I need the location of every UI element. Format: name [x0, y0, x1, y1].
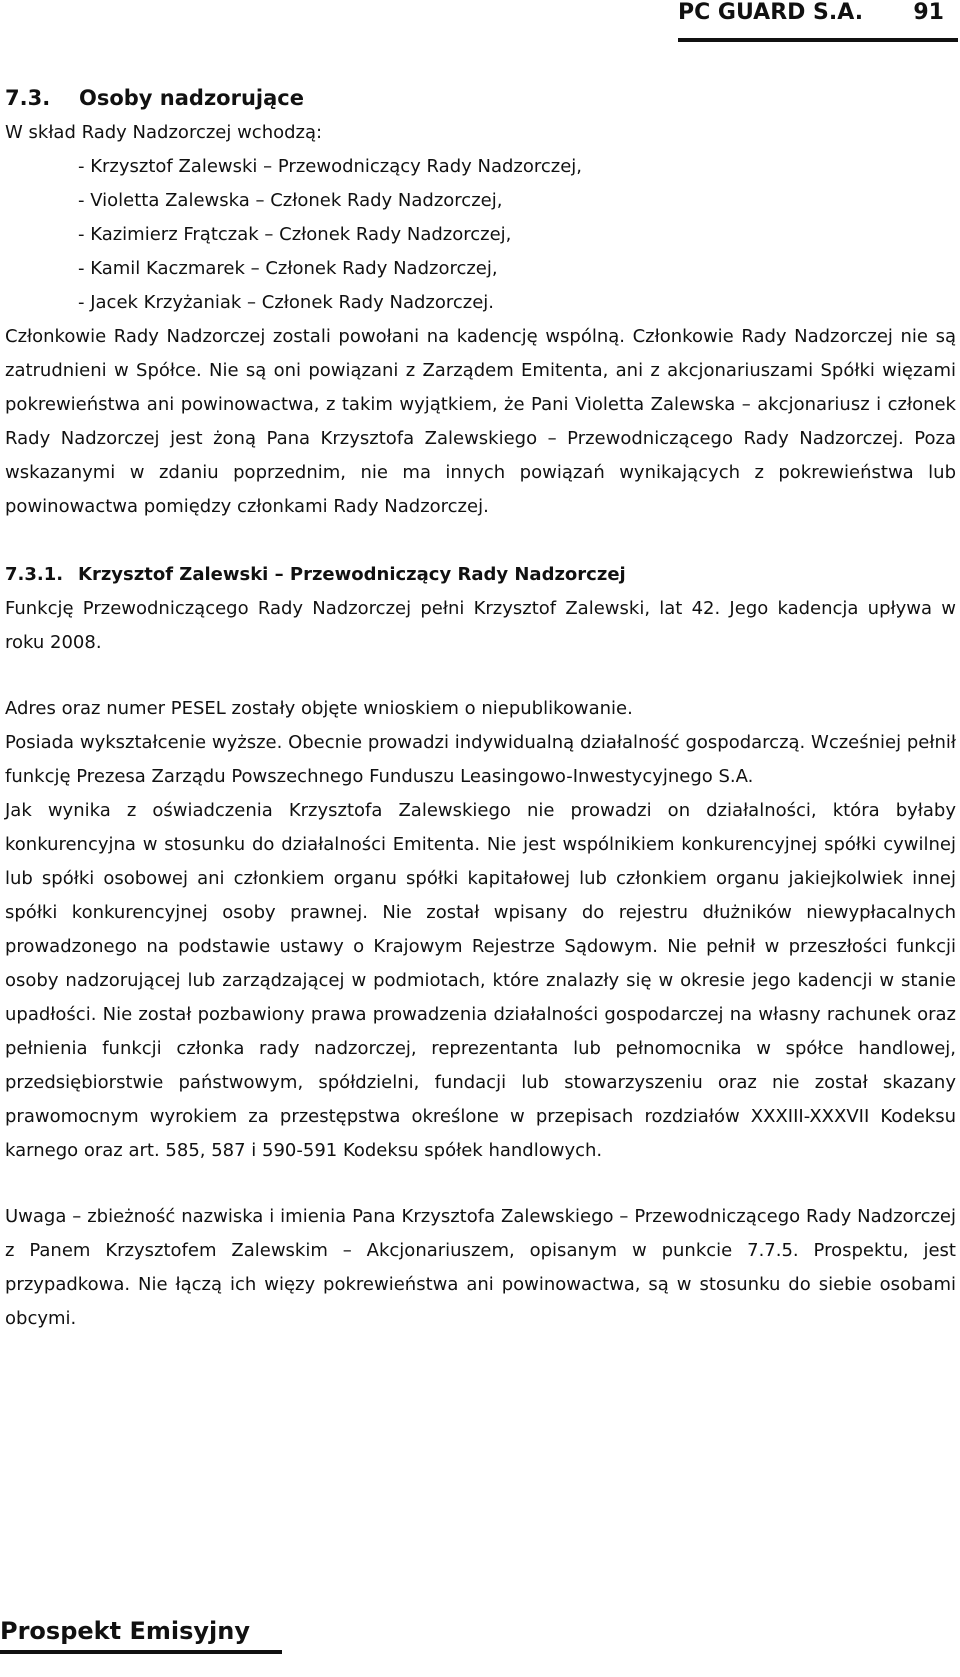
list-item: - Kamil Kaczmarek – Członek Rady Nadzorczej, — [78, 258, 498, 279]
list-item: - Jacek Krzyżaniak – Członek Rady Nadzorczej. — [78, 292, 495, 313]
company-name: PC GUARD S.A. — [678, 0, 864, 25]
footer-label: Prospekt Emisyjny — [0, 1617, 250, 1645]
spacer — [5, 1168, 956, 1200]
note-paragraph: Uwaga – zbieżność nazwiska i imienia Pana Krzysztofa Zalewskiego – Przewodniczącego Rady Nadzorczej z Panem Krzysztofem Zalewskim – Akcjonariuszem, opisanym w punkcie 7.7.5. Prospektu, jest przypadkowa. Nie łączą ich więzy pokrewieństwa ani powinowactwa, są w stosunku do siebie osobami obcymi. — [5, 1206, 956, 1329]
section-title: Osoby nadzorujące — [79, 86, 304, 110]
document-body — [5, 80, 956, 1336]
declaration-paragraph: Jak wynika z oświadczenia Krzysztofa Zalewskiego nie prowadzi on działalności, która byłaby konkurencyjna w stosunku do działalności Emitenta. Nie jest wspólnikiem konkurencyjnej spółki cywilnej lub spółki osobowej ani członkiem organu spółki kapitałowej lub członkiem organu jakiejkolwiek innej spółki konkurencyjnej osoby prawnej. Nie został wpisany do rejestru dłużników niewypłacalnych prowadzonego na podstawie ustawy o Krajowym Rejestrze Sądowym. Nie pełnił w przeszłości funkcji osoby nadzorującej lub zarządzającej w podmiotach, które znalazły się w okresie jego kadencji w stanie upadłości. Nie został pozbawiony prawa prowadzenia działalności gospodarczej na własny rachunek oraz pełnienia funkcji członka rady nadzorczej, reprezentanta lub pełnomocnika w spółce handlowej, przedsiębiorstwie państwowym, spółdzielni, fundacji lub stowarzyszeniu oraz nie został skazany prawomocnym wyrokiem za przestępstwa określone w przepisach rozdziałów XXXIII-XXXVII Kodeksu karnego oraz art. 585, 587 i 590-591 Kodeksu spółek handlowych. — [5, 800, 956, 1161]
subsection-title: Krzysztof Zalewski – Przewodniczący Rady Nadzorczej — [78, 564, 626, 585]
page-number: 91 — [913, 0, 944, 25]
section-number: 7.3. — [5, 86, 51, 110]
list-item: - Violetta Zalewska – Członek Rady Nadzorczej, — [78, 190, 503, 211]
section-intro: W skład Rady Nadzorczej wchodzą: — [5, 122, 323, 143]
education-paragraph: Posiada wykształcenie wyższe. Obecnie prowadzi indywidualną działalność gospodarczą. Wcześniej pełnił funkcję Prezesa Zarządu Powszechnego Funduszu Leasingowo-Inwestycyjnego S.A. — [5, 732, 956, 787]
list-item: - Krzysztof Zalewski – Przewodniczący Rady Nadzorczej, — [78, 156, 583, 177]
section-heading — [5, 80, 956, 116]
subsection-heading — [5, 558, 956, 592]
board-relations-paragraph: Członkowie Rady Nadzorczej zostali powołani na kadencję wspólną. Członkowie Rady Nadzorczej nie są zatrudnieni w Spółce. Nie są oni powiązani z Zarządem Emitenta, ani z akcjonariuszami Spółki więzami pokrewieństwa ani powinowactwa, z takim wyjątkiem, że Pani Violetta Zalewska – akcjonariusz i członek Rady Nadzorczej jest żoną Pana Krzysztofa Zalewskiego – Przewodniczącego Rady Nadzorczej. Poza wskazanymi w zdaniu poprzednim, nie ma innych powiązań wynikających z pokrewieństwa lub powinowactwa pomiędzy członkami Rady Nadzorczej. — [5, 326, 956, 517]
list-item: - Kazimierz Frątczak – Członek Rady Nadzorczej, — [78, 224, 512, 245]
spacer — [5, 524, 956, 558]
spacer — [5, 660, 956, 692]
pesel-paragraph: Adres oraz numer PESEL zostały objęte wnioskiem o niepublikowanie. — [5, 698, 633, 719]
term-paragraph: Funkcję Przewodniczącego Rady Nadzorczej pełni Krzysztof Zalewski, lat 42. Jego kadencja upływa w roku 2008. — [5, 598, 956, 653]
member-list — [5, 150, 956, 320]
page-header — [678, 0, 958, 42]
subsection-number: 7.3.1. — [5, 564, 64, 585]
page-footer — [0, 1616, 282, 1654]
